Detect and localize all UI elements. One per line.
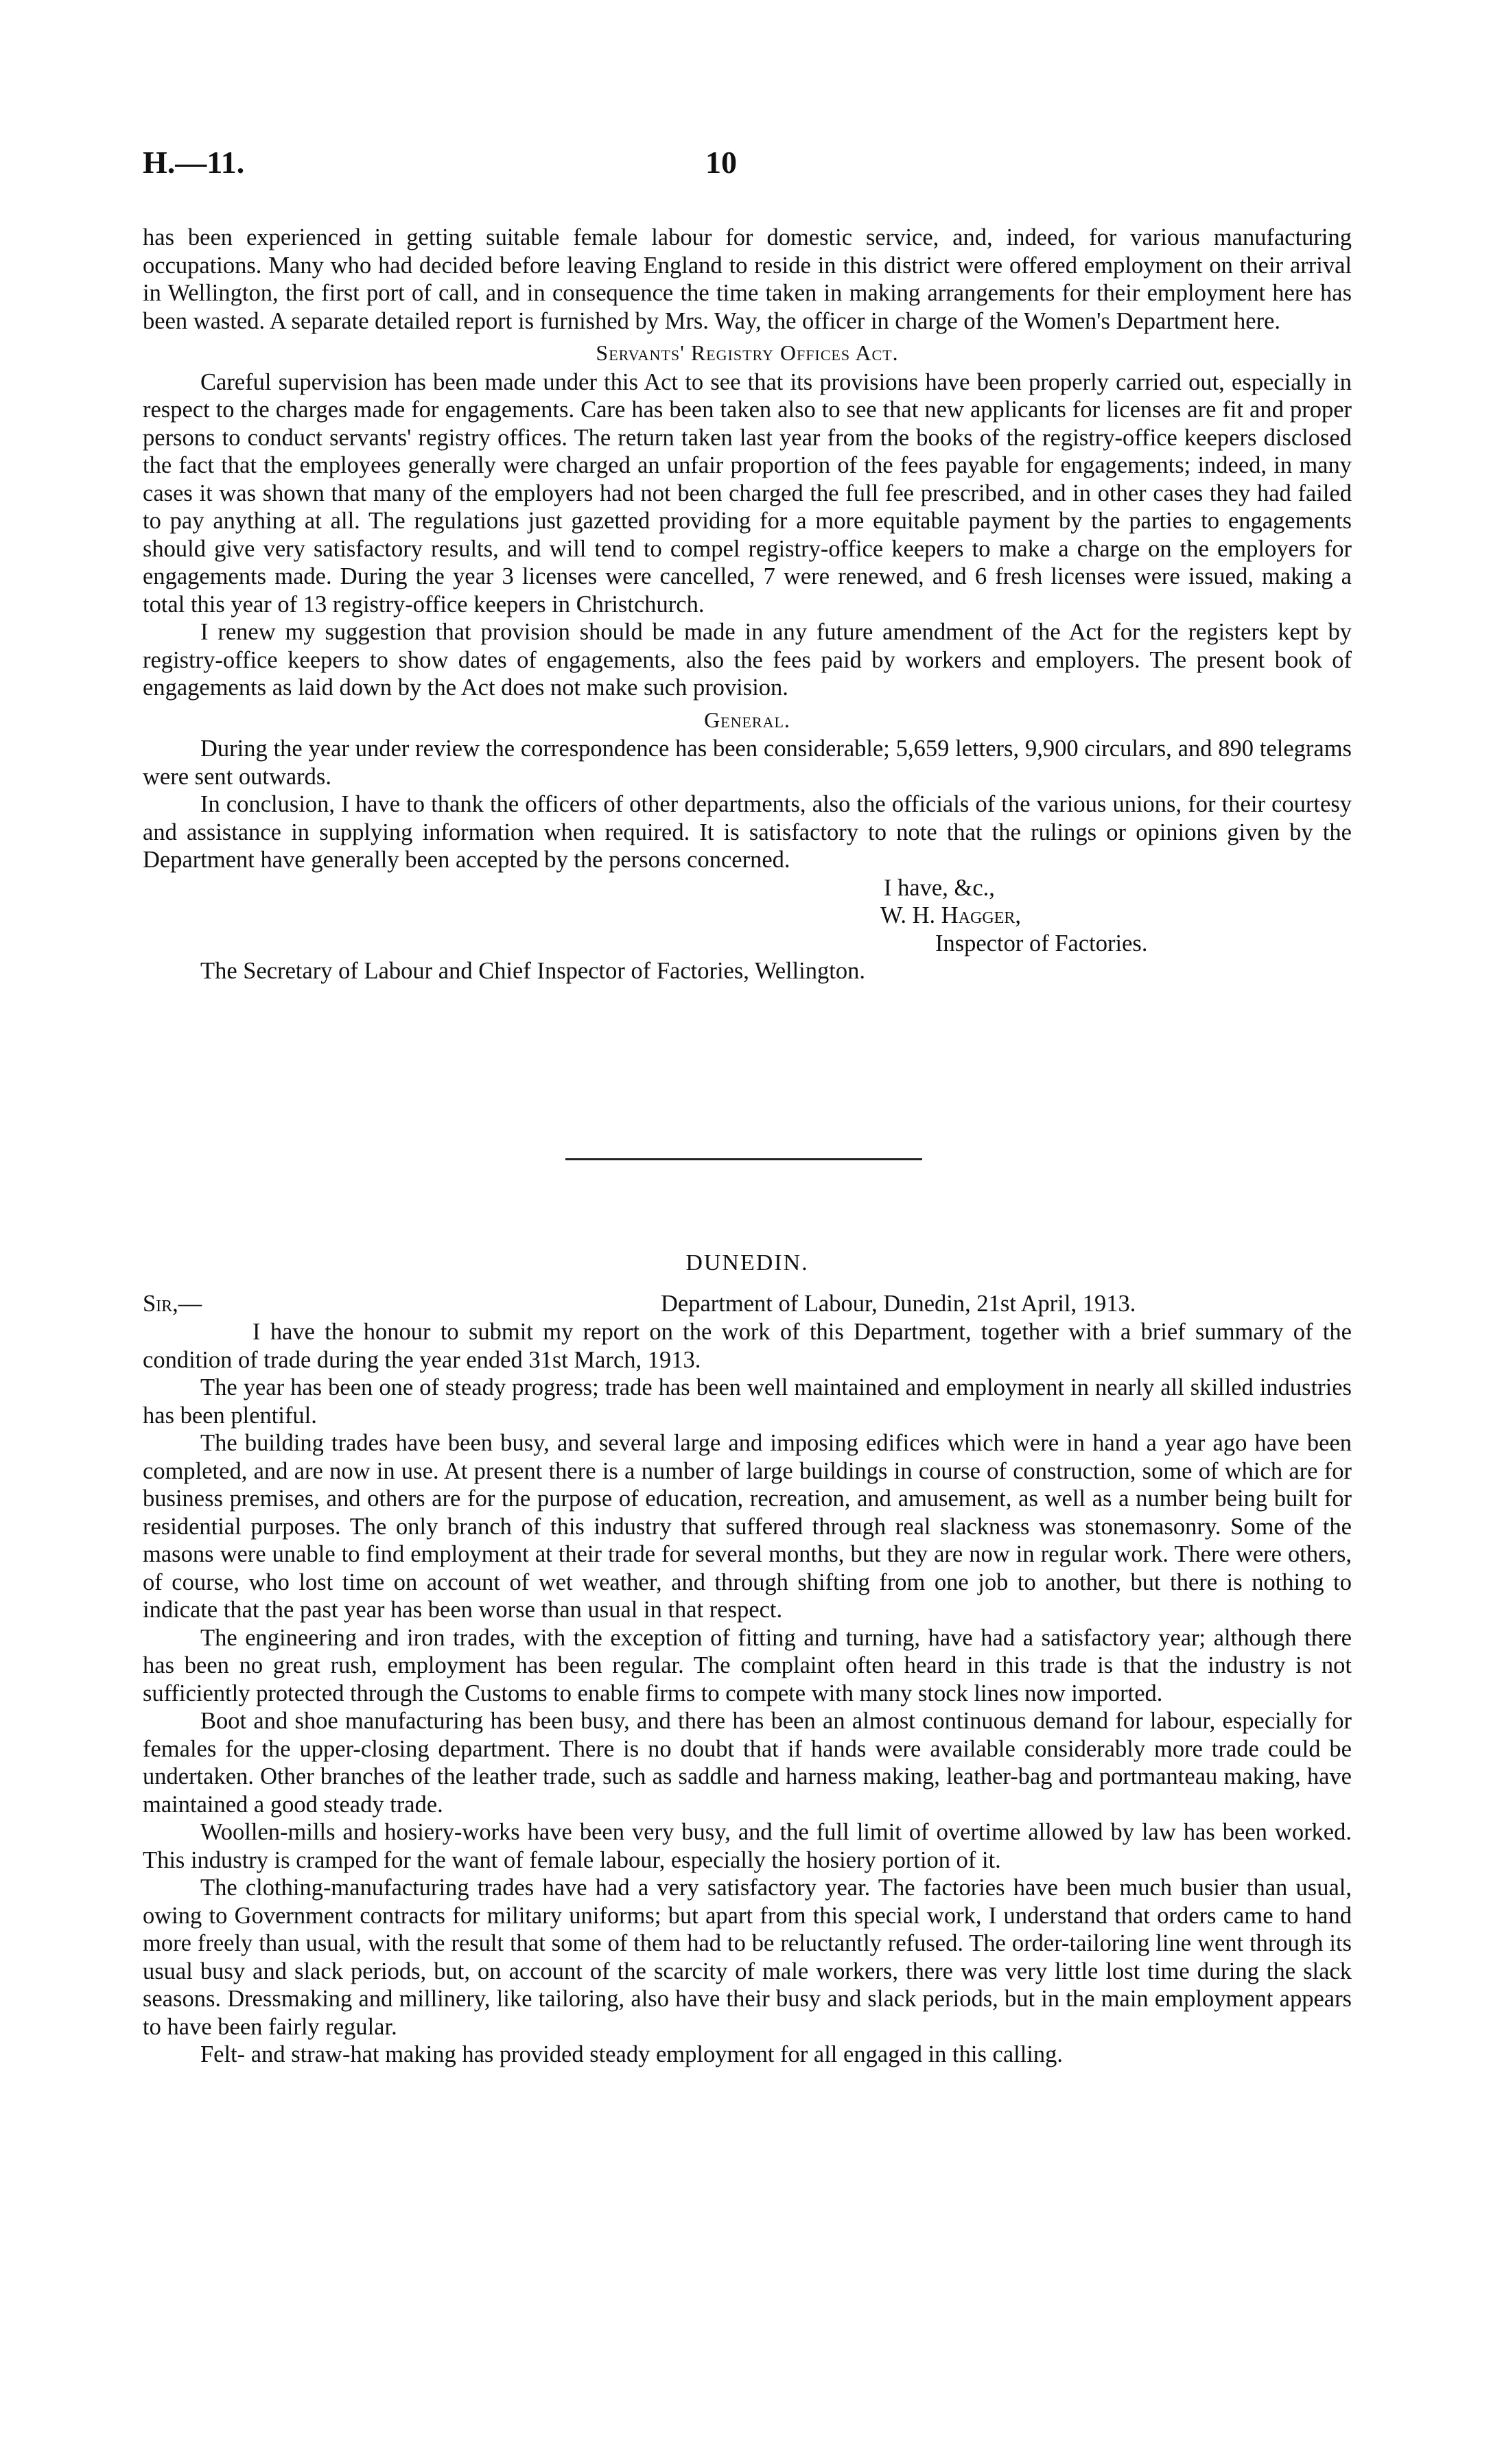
salutation: Sir,— — [143, 1291, 202, 1317]
department-date-line: Department of Labour, Dunedin, 21st April, 1913. — [661, 1291, 1136, 1317]
registry-paragraph-2: I renew my suggestion that provision should be made in any future amendment of the Act for the registers kept by registry-office keepers to show dates of engagements, also the fees paid by workers and employers. The present book of engagements as laid down by the Act does not make such provision. — [143, 619, 1352, 701]
dunedin-paragraph: Felt- and straw-hat making has provided steady employment for all engaged in this calling. — [200, 2041, 1064, 2067]
dunedin-paragraph: I have the honour to submit my report on the work of this Department, together with a brief summary of the condition of trade during the year ended 31st March, 1913. — [143, 1319, 1352, 1373]
report-part-dunedin — [143, 1290, 1352, 2069]
dunedin-paragraph: The clothing-manufacturing trades have had a very satisfactory year. The factories have been much busier than usual, owing to Government contracts for military uniforms; but apart from this special work, I understand that orders came to hand more freely than usual, with the result that some of them had to be reluctantly refused. The order-tailoring line went through its usual busy and slack periods, but, on account of the scarcity of male workers, there was very little lost time during the slack seasons. Dressmaking and millinery, like tailoring, also have their busy and slack periods, but in the main employment appears to have been fairly regular. — [143, 1875, 1352, 2040]
registry-paragraph-1: Careful supervision has been made under this Act to see that its provisions have been properly carried out, especially in respect to the charges made for engagements. Care has been taken also to see that new applicants for licenses are fit and proper persons to conduct servants' registry offices. The return taken last year from the books of the registry-office keepers disclosed the fact that the employees generally were charged an unfair proportion of the fees payable for engagements; indeed, in many cases it was shown that many of the employers had not been charged the full fee prescribed, and in other cases they had failed to pay anything at all. The regulations just gazetted providing for a more equitable payment by the parties to engagements should give very satisfactory results, and will tend to compel registry-office keepers to make a charge on the employers for engagements made. During the year 3 licenses were cancelled, 7 were renewed, and 6 fresh licenses were issued, making a total this year of 13 registry-office keepers in Christchurch. — [143, 368, 1352, 618]
dunedin-paragraph: The engineering and iron trades, with the exception of fitting and turning, have had a satisfactory year; although there has been no great rush, employment has been regular. The complaint often heard in this trade is that the industry is not sufficiently protected through the Customs to enable firms to compete with many stock lines now imported. — [143, 1624, 1352, 1706]
general-paragraph-2: In conclusion, I have to thank the officers of other departments, also the officials of the various unions, for their courtesy and assistance in supplying information when required. It is satisfactory to note that the rulings or opinions given by the Department have generally been accepted by the persons concerned. — [143, 791, 1352, 873]
signatory-name: W. H. Hagger, — [880, 902, 1022, 928]
document-reference: H.—11. — [143, 145, 245, 180]
signature-block — [143, 874, 1352, 958]
heading-general: General. — [704, 707, 790, 732]
section-title-dunedin: DUNEDIN. — [685, 1250, 809, 1276]
page-number: 10 — [705, 145, 737, 180]
report-part-christchurch — [143, 224, 1352, 985]
closing-line: I have, &c., — [884, 874, 995, 901]
intro-paragraph: has been experienced in getting suitable female labour for domestic service, and, indeed, for various manufacturing occupations. Many who had decided before leaving England to reside in this district were offered employment on their arrival in Wellington, the first port of call, and in consequence the time taken in making arrangements for their employment here has been wasted. A separate detailed report is furnished by Mrs. Way, the officer in charge of the Women's Department here. — [143, 224, 1352, 334]
signatory-title: Inspector of Factories. — [935, 930, 1148, 957]
page-header — [143, 144, 1350, 192]
address-row — [143, 1290, 1352, 1318]
dunedin-paragraph: The building trades have been busy, and several large and imposing edifices which were in hand a year ago have been completed, and are now in use. At present there is a number of large buildings in course of construction, some of which are for business premises, and others are for the purpose of education, recreation, and amusement, as well as a number being built for residential purposes. The only branch of this industry that suffered through real slackness was stonemasonry. Some of the masons were unable to find employment at their trade for several months, but they are now in regular work. There were others, of course, who lost time on account of wet weather, and through shifting from one job to another, but there is nothing to indicate that the past year has been worse than usual in that respect. — [143, 1430, 1352, 1623]
dunedin-paragraph: Woollen-mills and hosiery-works have been very busy, and the full limit of overtime allowed by law has been worked. This industry is cramped for the want of female labour, especially the hosiery portion of it. — [143, 1819, 1352, 1873]
heading-registry-act: Servants' Registry Offices Act. — [596, 340, 899, 365]
general-paragraph-1: During the year under review the correspondence has been considerable; 5,659 letters, 9,900 circulars, and 890 telegrams were sent outwards. — [143, 736, 1352, 790]
dunedin-paragraph: The year has been one of steady progress; trade has been well maintained and employment in nearly all skilled industries has been plentiful. — [143, 1374, 1352, 1429]
addressee-line: The Secretary of Labour and Chief Inspector of Factories, Wellington. — [200, 958, 865, 984]
dunedin-paragraph: Boot and shoe manufacturing has been busy, and there has been an almost continuous demand for labour, especially for females for the upper-closing department. There is no doubt that if hands were available considerably more trade could be undertaken. Other branches of the leather trade, such as saddle and harness making, leather-bag and portmanteau making, have maintained a good steady trade. — [143, 1708, 1352, 1818]
section-divider — [565, 1158, 922, 1160]
